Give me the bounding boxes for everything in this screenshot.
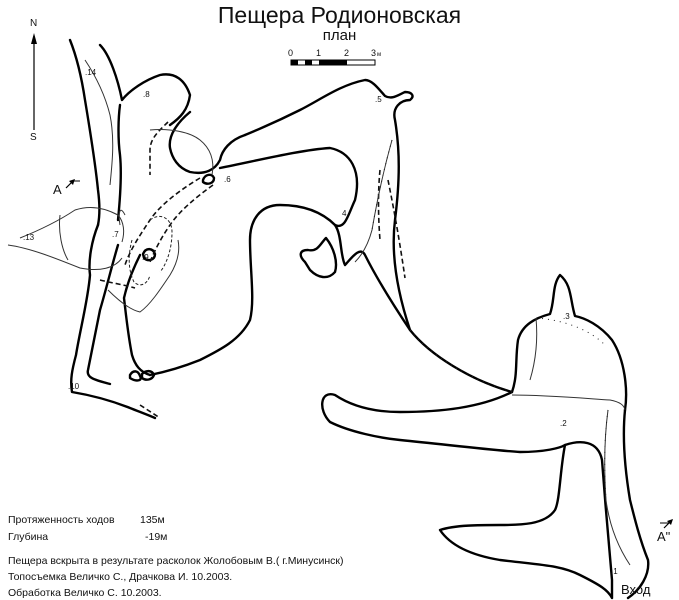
scale-label-3: 3 bbox=[371, 48, 377, 58]
map-subtitle: план bbox=[322, 27, 357, 44]
compass bbox=[30, 18, 37, 143]
station-7: .7 bbox=[112, 230, 119, 239]
map-title: Пещера Родионовская bbox=[217, 2, 462, 28]
station-1: .1 bbox=[611, 567, 618, 576]
length-label: Протяженность ходов bbox=[8, 514, 115, 526]
section-end-label: A" bbox=[657, 529, 671, 544]
station-14: .14 bbox=[85, 68, 97, 77]
station-4: 4. bbox=[342, 209, 349, 218]
station-10: .10 bbox=[68, 382, 80, 391]
south-label: S bbox=[30, 132, 37, 143]
survey-credit: Топосъемка Величко С., Драчкова И. 10.2003. bbox=[8, 571, 233, 583]
station-2: .2 bbox=[560, 419, 567, 428]
floor-contours bbox=[8, 60, 630, 565]
station-3: .3 bbox=[563, 312, 570, 321]
station-9: .9 bbox=[142, 253, 149, 262]
depth-label: Глубина bbox=[8, 531, 49, 543]
section-marker-a bbox=[53, 179, 80, 197]
length-value: 135м bbox=[140, 514, 165, 526]
processing-credit: Обработка Величко С. 10.2003. bbox=[8, 587, 162, 599]
scale-label-1: 1 bbox=[316, 48, 322, 58]
station-6: .6 bbox=[224, 175, 231, 184]
north-label: N bbox=[30, 18, 38, 29]
scale-label-2: 2 bbox=[344, 48, 350, 58]
scale-unit: м bbox=[377, 52, 382, 58]
discovery-note: Пещера вскрыта в результате расколок Жолобовым В.( г.Минусинск) bbox=[8, 555, 344, 567]
station-5: .5 bbox=[375, 95, 382, 104]
station-13: .13 bbox=[23, 233, 35, 242]
scale-label-0: 0 bbox=[288, 48, 294, 58]
depth-value: -19м bbox=[145, 531, 168, 543]
scale-bar bbox=[288, 48, 381, 65]
section-marker-a2 bbox=[657, 519, 673, 544]
entrance-label: Вход bbox=[621, 582, 651, 597]
section-start-label: A bbox=[53, 182, 62, 197]
station-8: .8 bbox=[143, 90, 150, 99]
